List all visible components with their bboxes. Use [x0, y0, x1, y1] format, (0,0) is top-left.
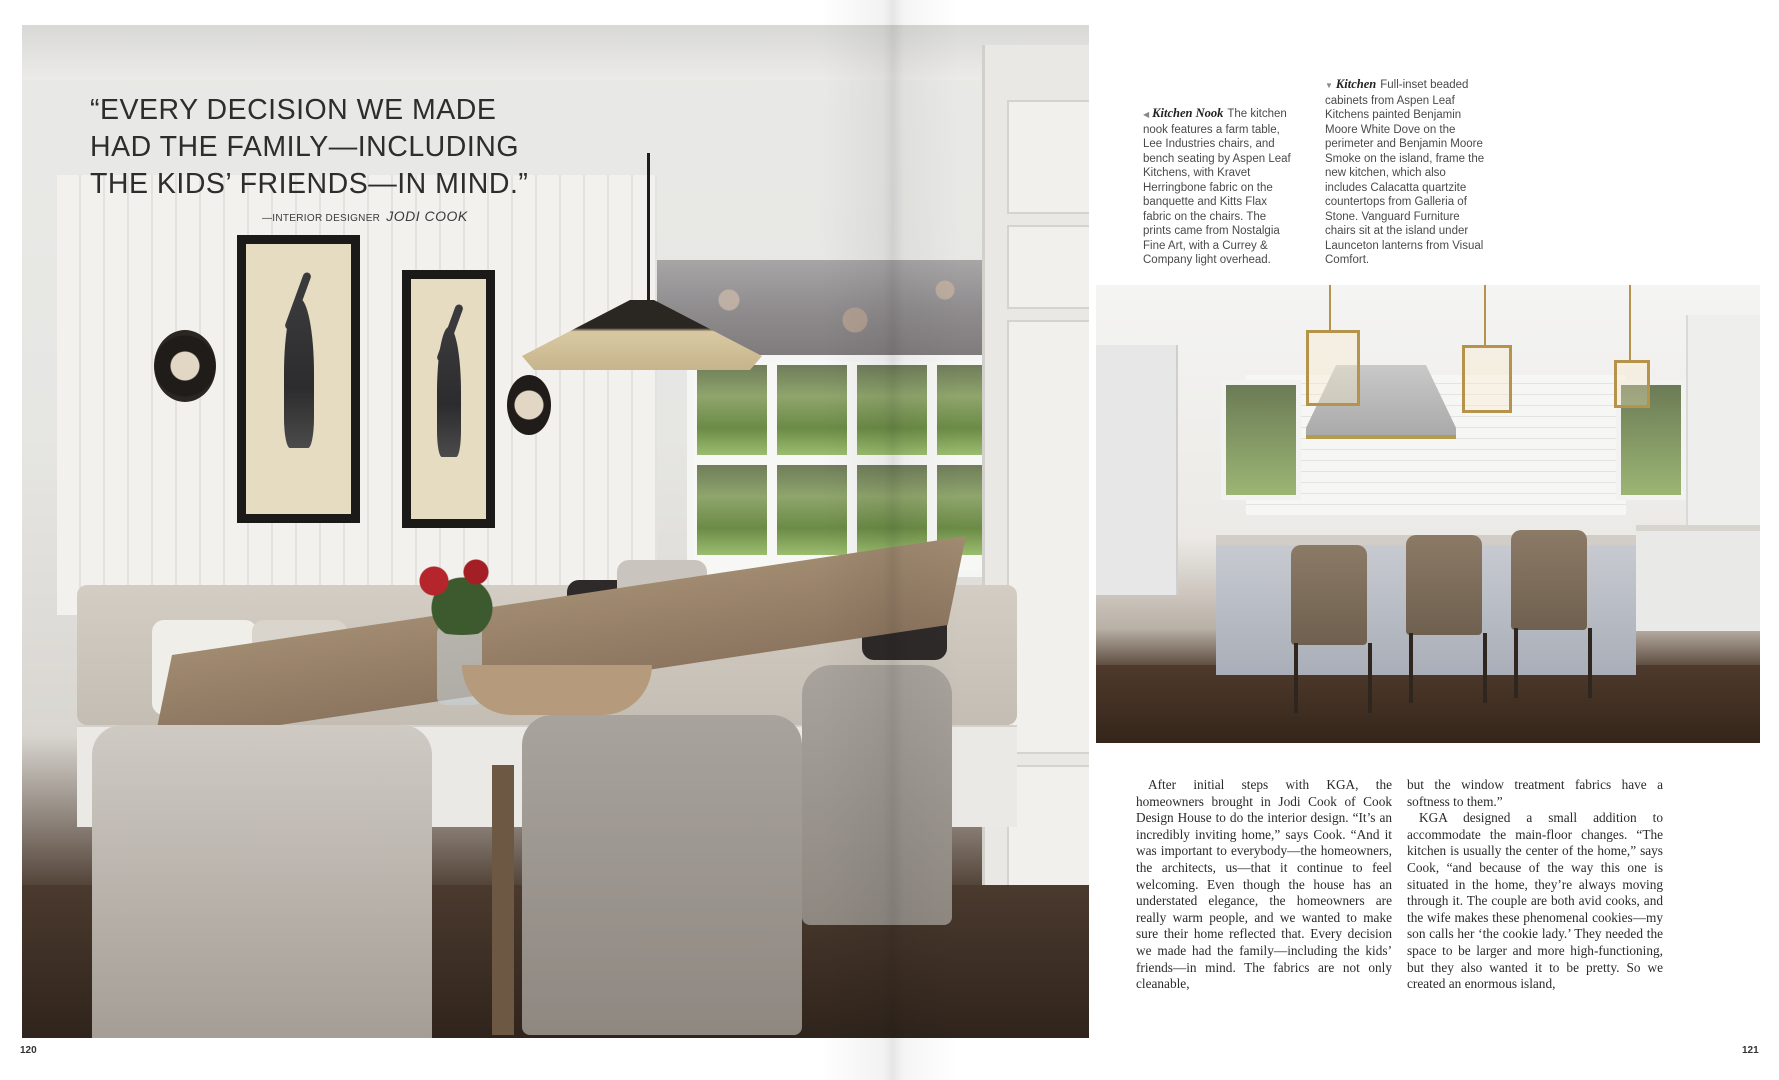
kitchen-photo [1096, 285, 1760, 743]
cabinet-door [1007, 225, 1089, 309]
body-column-1 [1136, 777, 1392, 993]
pull-quote: “EVERY DECISION WE MADE HAD THE FAMILY—INCLUDING THE KIDS’ FRIENDS—IN MIND.” [90, 94, 529, 200]
stool-legs [1294, 643, 1372, 713]
caption-kitchen-nook [1143, 106, 1293, 268]
slipcovered-chair [92, 725, 432, 1038]
lantern-chain [1629, 285, 1631, 360]
pendant-chain [647, 153, 650, 303]
wall-sconce-right [507, 375, 551, 435]
body-column-2 [1407, 777, 1663, 993]
caption-heading: Kitchen [1335, 77, 1377, 91]
page-number-left: 120 [20, 1045, 37, 1056]
lantern-chain [1484, 285, 1486, 345]
lantern-light [1614, 360, 1650, 408]
wall-sconce-left [154, 330, 216, 402]
counter-stool [1406, 535, 1482, 635]
lantern-chain [1329, 285, 1331, 330]
heron-print-left [237, 235, 360, 523]
body-paragraph: After initial steps with KGA, the homeowners brought in Jodi Cook of Cook Design House to do the interior design. “It’s an incredibly inviting home,” says Cook. “And it was important to everybody—the homeowners, the architects, us—that it continue to feel welcoming. Even though the house has an understated elegance, the homeowners are really warm people, and we wanted to make sure their home reflected that. Every decision we made had the family—including the kids’ friends—in mind. The fabrics are not only cleanable, [1136, 777, 1392, 992]
perimeter-counter [1636, 525, 1760, 631]
attribution-role: —INTERIOR DESIGNER [262, 213, 381, 224]
quote-attribution [262, 208, 468, 224]
caption-text: The kitchen nook features a farm table, Lee Industries chairs, and bench seating by Aspen Leaf Kitchens, with Kravet Herringbone fabric on the banquette and Kitts Flax fabric on the chairs. The prints came from Nostalgia Fine Art, with a Currey & Company light overhead. [1143, 108, 1291, 266]
fruit-bowl [462, 665, 652, 715]
nook-window [687, 355, 1029, 577]
caption-kitchen [1325, 77, 1485, 268]
attribution-name: JODI COOK [386, 208, 468, 224]
cabinet-door [1007, 100, 1089, 214]
triangle-pointer-icon: ▼ [1325, 81, 1333, 90]
ceiling [22, 25, 1089, 80]
body-paragraph: but the window treatment fabrics have a softness to them.” [1407, 777, 1663, 809]
counter-stool [1511, 530, 1587, 630]
lantern-light [1306, 330, 1360, 406]
lantern-light [1462, 345, 1512, 413]
triangle-pointer-icon: ◀ [1143, 110, 1150, 119]
flower-arrangement [392, 545, 532, 635]
heron-print-right [402, 270, 495, 528]
caption-text: Full-inset beaded cabinets from Aspen Leaf Kitchens painted Benjamin Moore White Dove on the perimeter and Benjamin Moore Smoke on the island, frame the new kitchen, which also includes Calacatta quartzite countertops from Galleria of Stone. Vanguard Furniture chairs sit at the island under Launceton lanterns from Visual Comfort. [1325, 79, 1485, 266]
slipcovered-chair [802, 665, 952, 925]
body-paragraph: KGA designed a small addition to accommodate the main-floor changes. “The kitchen is usually the center of the home,” says Cook, “and because of the way this one is situated in the home, they’re always moving through it. The couple are both avid cooks, and the wife makes these phenomenal cookies—my son calls her ‘the cookie lady.’ They needed the space to be larger and more high-functioning, but they also wanted it to be pretty. So we created an enormous island, [1407, 810, 1663, 992]
table-leg [492, 765, 514, 1035]
page-number-right: 121 [1742, 1045, 1759, 1056]
caption-heading: Kitchen Nook [1152, 106, 1224, 120]
stool-legs [1409, 633, 1487, 703]
slipcovered-chair [522, 715, 802, 1035]
kitchen-window [1221, 380, 1301, 500]
panel-refrigerator [1096, 345, 1178, 595]
cabinet-door [1007, 320, 1089, 754]
stool-legs [1514, 628, 1592, 698]
counter-stool [1291, 545, 1367, 645]
